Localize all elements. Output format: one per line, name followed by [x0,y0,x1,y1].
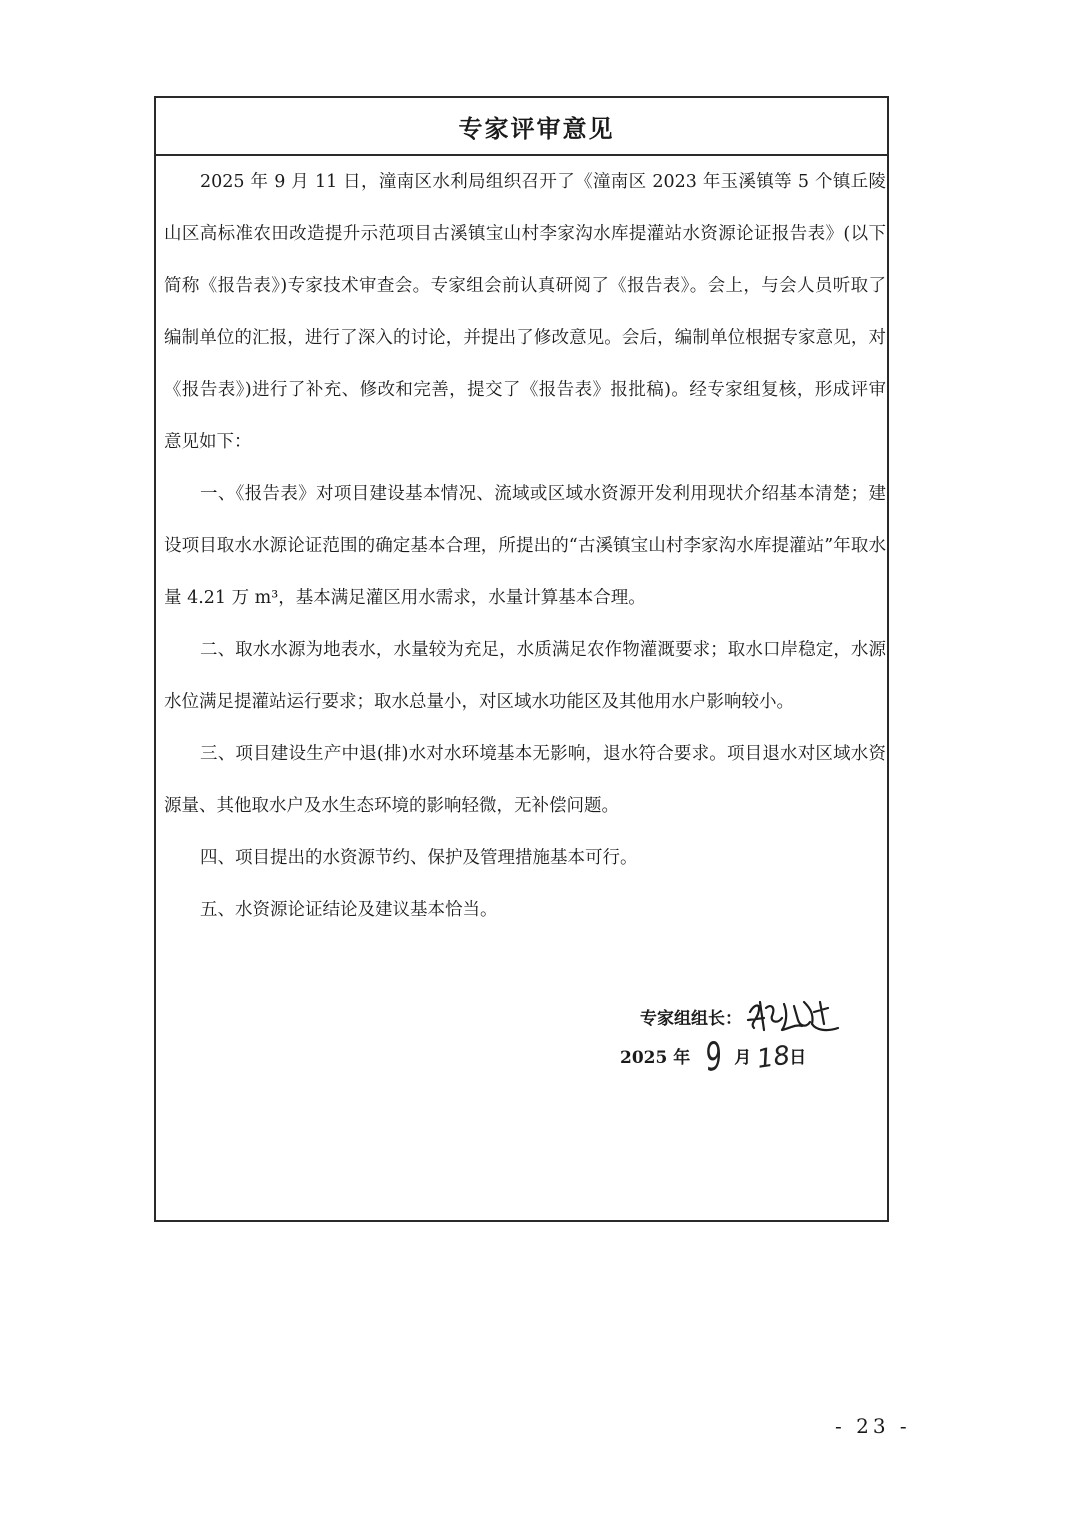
opinion-paragraph-4: 四、项目提出的水资源节约、保护及管理措施基本可行。 [200,848,638,868]
signature-row [640,996,844,1036]
date-month-handwritten: 9 [703,1034,725,1082]
page-title: 专家评审意见 [458,114,615,143]
page-number: - 23 - [835,1414,911,1438]
date-row [620,1034,807,1093]
review-body [164,156,886,936]
date-day-handwritten: 18 [755,1040,793,1075]
title-row [156,98,887,156]
review-form-frame [154,96,889,1222]
opinion-paragraph-5: 五、水资源论证结论及建议基本恰当。 [200,900,498,920]
intro-paragraph: 2025 年 9 月 11 日，潼南区水利局组织召开了《潼南区 2023 年玉溪镇等 5 个镇丘陵山区高标准农田改造提升示范项目古溪镇宝山村李家沟水库提灌站水资源论证报告表》(以下简称《报告表》)专家技术审查会。专家组会前认真研阅了《报告表》。会上，与会人员听取了编制单位的汇报，进行了深入的讨论，并提出了修改意见。会后，编制单位根据专家意见，对《报告表》)进行了补充、修改和完善，提交了《报告表》报批稿)。经专家组复核，形成评审意见如下： [164,172,886,452]
date-year: 2025 年 [620,1048,691,1068]
opinion-paragraph-3: 三、项目建设生产中退(排)水对水环境基本无影响，退水符合要求。项目退水对区域水资源量、其他取水户及水生态环境的影响轻微，无补偿问题。 [164,744,886,816]
date-month-label: 月 [734,1048,752,1068]
opinion-paragraph-1: 一、《报告表》对项目建设基本情况、流域或区域水资源开发利用现状介绍基本清楚；建设项目取水水源论证范围的确定基本合理，所提出的“古溪镇宝山村李家沟水库提灌站”年取水量 4.21 万 m³，基本满足灌区用水需求，水量计算基本合理。 [164,484,886,608]
handwritten-signature [744,994,844,1038]
opinion-paragraph-2: 二、取水水源为地表水，水量较为充足，水质满足农作物灌溉要求；取水口岸稳定，水源水位满足提灌站运行要求；取水总量小，对区域水功能区及其他用水户影响较小。 [164,640,886,712]
signature-label: 专家组组长： [640,1008,742,1029]
date-day-label: 日 [789,1048,807,1068]
